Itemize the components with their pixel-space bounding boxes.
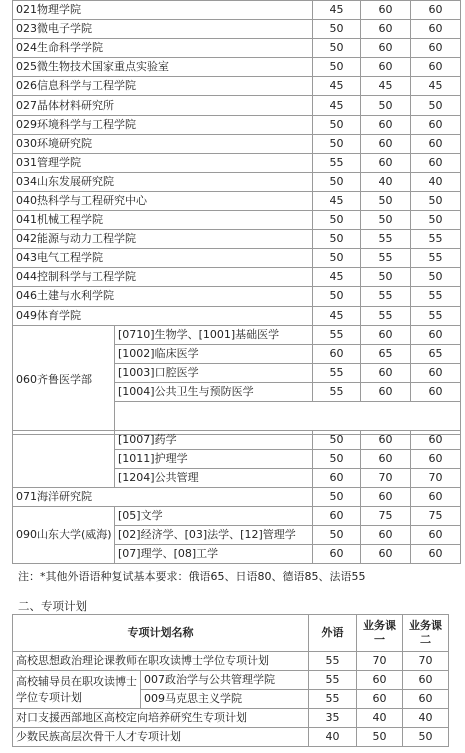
- college-name: 049体育学院: [13, 306, 313, 325]
- score-foreign: 45: [313, 1, 361, 20]
- score-biz2: 70: [411, 469, 461, 488]
- major-name: [1007]药学: [115, 431, 313, 450]
- score-biz2: 60: [411, 488, 461, 507]
- college-name: 030环境研究院: [13, 134, 313, 153]
- score-biz2: 55: [411, 230, 461, 249]
- major-name: [0710]生物学、[1001]基础医学: [115, 325, 313, 344]
- plan-name: 对口支援西部地区高校定向培养研究生专项计划: [13, 709, 309, 728]
- score-biz1: 60: [361, 58, 411, 77]
- score-biz2: 50: [411, 191, 461, 210]
- score-biz1: 75: [361, 507, 411, 526]
- college-name: 046土建与水利学院: [13, 287, 313, 306]
- score-biz1: 60: [361, 382, 411, 401]
- score-foreign: 45: [313, 96, 361, 115]
- score-foreign: 35: [309, 709, 357, 728]
- college-name: 021物理学院: [13, 1, 313, 20]
- college-name: 040热科学与工程研究中心: [13, 191, 313, 210]
- score-foreign: 50: [313, 431, 361, 450]
- score-foreign: 55: [309, 652, 357, 671]
- score-biz2: 60: [411, 325, 461, 344]
- score-biz1: 55: [361, 287, 411, 306]
- score-biz2: 75: [411, 507, 461, 526]
- college-name: 071海洋研究院: [13, 488, 313, 507]
- score-biz2: 55: [411, 287, 461, 306]
- table-row: [13, 1, 461, 20]
- score-biz2: 50: [403, 728, 449, 747]
- score-biz1: 45: [361, 77, 411, 96]
- table-row: [13, 268, 461, 287]
- major-name: [1204]公共管理: [115, 469, 313, 488]
- score-biz2: 50: [411, 268, 461, 287]
- college-name: 007政治学与公共管理学院: [141, 671, 309, 690]
- score-biz2: 60: [403, 690, 449, 709]
- table-row: [13, 58, 461, 77]
- major-name: [05]文学: [115, 507, 313, 526]
- college-name: 027晶体材料研究所: [13, 96, 313, 115]
- score-biz2: 60: [411, 39, 461, 58]
- score-foreign: 55: [309, 690, 357, 709]
- score-foreign: 55: [313, 325, 361, 344]
- score-biz1: 60: [361, 363, 411, 382]
- score-biz2: 60: [411, 431, 461, 450]
- score-foreign: 60: [313, 344, 361, 363]
- college-name: 090山东大学(威海): [13, 507, 115, 564]
- table-row: [13, 488, 461, 507]
- score-biz2: 60: [411, 450, 461, 469]
- score-biz1: 50: [361, 96, 411, 115]
- score-biz2: 50: [411, 96, 461, 115]
- table-row: [13, 306, 461, 325]
- score-biz2: 70: [403, 652, 449, 671]
- score-foreign: 50: [313, 115, 361, 134]
- table-row: [13, 709, 449, 728]
- score-biz2: 60: [411, 134, 461, 153]
- score-biz2: 40: [411, 172, 461, 191]
- score-biz1: 50: [361, 211, 411, 230]
- college-name: 031管理学院: [13, 153, 313, 172]
- score-biz1: 60: [361, 325, 411, 344]
- score-biz2: 55: [411, 306, 461, 325]
- table-row: [13, 96, 461, 115]
- college-name: 029环境科学与工程学院: [13, 115, 313, 134]
- score-foreign: 50: [313, 526, 361, 545]
- table-row: [13, 287, 461, 306]
- college-name: 025微生物技术国家重点实验室: [13, 58, 313, 77]
- major-name: [1002]临床医学: [115, 344, 313, 363]
- score-biz1: 60: [361, 431, 411, 450]
- score-biz1: 50: [357, 728, 403, 747]
- college-name: 009马克思主义学院: [141, 690, 309, 709]
- score-biz2: 60: [411, 153, 461, 172]
- table-row: [13, 191, 461, 210]
- table-row: [13, 431, 461, 450]
- score-biz1: 50: [361, 191, 411, 210]
- score-biz2: 60: [411, 545, 461, 564]
- foreign-language-note: 注：*其他外语语种复试基本要求：俄语65、日语80、德语85、法语55: [18, 570, 366, 583]
- header-plan-name: 专项计划名称: [13, 615, 309, 652]
- score-foreign: 50: [313, 39, 361, 58]
- score-biz1: 60: [361, 134, 411, 153]
- table-row: [13, 728, 449, 747]
- major-name: [1011]护理学: [115, 450, 313, 469]
- score-biz2: 45: [411, 77, 461, 96]
- score-biz1: 65: [361, 344, 411, 363]
- score-biz1: 60: [361, 450, 411, 469]
- major-name: [1003]口腔医学: [115, 363, 313, 382]
- score-biz1: 60: [361, 1, 411, 20]
- score-foreign: 45: [313, 268, 361, 287]
- section-heading: 二、专项计划: [18, 599, 87, 613]
- college-name: 042能源与动力工程学院: [13, 230, 313, 249]
- score-biz1: 40: [357, 709, 403, 728]
- score-biz2: 65: [411, 344, 461, 363]
- score-foreign: 55: [313, 382, 361, 401]
- score-biz1: 60: [361, 20, 411, 39]
- college-score-table: [12, 0, 461, 435]
- major-name: [02]经济学、[03]法学、[12]管理学: [115, 526, 313, 545]
- score-foreign: 45: [313, 77, 361, 96]
- score-foreign: 50: [313, 134, 361, 153]
- table-row: [13, 230, 461, 249]
- score-foreign: 50: [313, 450, 361, 469]
- table-row: [13, 39, 461, 58]
- score-foreign: 50: [313, 58, 361, 77]
- score-foreign: 55: [313, 363, 361, 382]
- score-foreign: 50: [313, 20, 361, 39]
- score-foreign: 50: [313, 249, 361, 268]
- score-foreign: 50: [313, 172, 361, 191]
- score-biz1: 60: [361, 526, 411, 545]
- score-foreign: 60: [313, 545, 361, 564]
- score-foreign: 45: [313, 191, 361, 210]
- score-biz2: 60: [411, 1, 461, 20]
- table-row: [13, 134, 461, 153]
- table-row: [13, 507, 461, 526]
- score-biz1: 60: [361, 153, 411, 172]
- score-biz2: 60: [411, 526, 461, 545]
- major-name: [07]理学、[08]工学: [115, 545, 313, 564]
- score-biz1: 60: [357, 671, 403, 690]
- table-header-row: [13, 615, 449, 652]
- score-biz1: 60: [361, 39, 411, 58]
- score-biz1: 70: [357, 652, 403, 671]
- score-foreign: 50: [313, 488, 361, 507]
- table-row: [13, 211, 461, 230]
- score-biz1: 60: [361, 545, 411, 564]
- college-name: 024生命科学学院: [13, 39, 313, 58]
- score-biz1: 55: [361, 230, 411, 249]
- score-biz2: 60: [411, 20, 461, 39]
- plan-name: 高校思想政治理论课教师在职攻读博士学位专项计划: [13, 652, 309, 671]
- score-biz2: 60: [411, 382, 461, 401]
- score-biz2: 60: [411, 58, 461, 77]
- score-biz2: 55: [411, 249, 461, 268]
- table-row: [13, 172, 461, 191]
- header-business-course-2: 业务课二: [403, 615, 449, 652]
- score-biz1: 55: [361, 249, 411, 268]
- score-foreign: 50: [313, 211, 361, 230]
- table-row: [13, 20, 461, 39]
- score-foreign: 55: [313, 153, 361, 172]
- table-row: [13, 652, 449, 671]
- plan-name: 少数民族高层次骨干人才专项计划: [13, 728, 309, 747]
- score-foreign: 50: [313, 230, 361, 249]
- table-cell: [13, 431, 115, 488]
- header-foreign-language: 外语: [309, 615, 357, 652]
- score-biz1: 40: [361, 172, 411, 191]
- score-biz1: 70: [361, 469, 411, 488]
- plan-name: 高校辅导员在职攻读博士学位专项计划: [13, 671, 141, 709]
- score-foreign: 45: [313, 306, 361, 325]
- score-biz1: 60: [361, 115, 411, 134]
- college-name: 034山东发展研究院: [13, 172, 313, 191]
- table-row: [13, 77, 461, 96]
- college-name: 026信息科学与工程学院: [13, 77, 313, 96]
- table-row: [13, 115, 461, 134]
- score-biz1: 60: [361, 488, 411, 507]
- special-plan-table: [12, 614, 449, 747]
- college-name: 041机械工程学院: [13, 211, 313, 230]
- college-name: 060齐鲁医学部: [13, 325, 115, 434]
- header-business-course-1: 业务课一: [357, 615, 403, 652]
- table-row: [13, 153, 461, 172]
- college-name: 023微电子学院: [13, 20, 313, 39]
- major-name: [1004]公共卫生与预防医学: [115, 382, 313, 401]
- score-biz2: 60: [411, 363, 461, 382]
- score-biz1: 60: [357, 690, 403, 709]
- score-foreign: 60: [313, 469, 361, 488]
- score-biz1: 50: [361, 268, 411, 287]
- score-biz2: 40: [403, 709, 449, 728]
- score-biz2: 60: [403, 671, 449, 690]
- score-foreign: 40: [309, 728, 357, 747]
- score-foreign: 50: [313, 287, 361, 306]
- score-biz2: 50: [411, 211, 461, 230]
- college-name: 043电气工程学院: [13, 249, 313, 268]
- college-name: 044控制科学与工程学院: [13, 268, 313, 287]
- table-row: [13, 249, 461, 268]
- score-biz2: 60: [411, 115, 461, 134]
- college-score-table-continued: [12, 430, 461, 564]
- table-row: [13, 671, 449, 690]
- score-biz1: 55: [361, 306, 411, 325]
- score-foreign: 60: [313, 507, 361, 526]
- table-row: [13, 325, 461, 344]
- score-foreign: 55: [309, 671, 357, 690]
